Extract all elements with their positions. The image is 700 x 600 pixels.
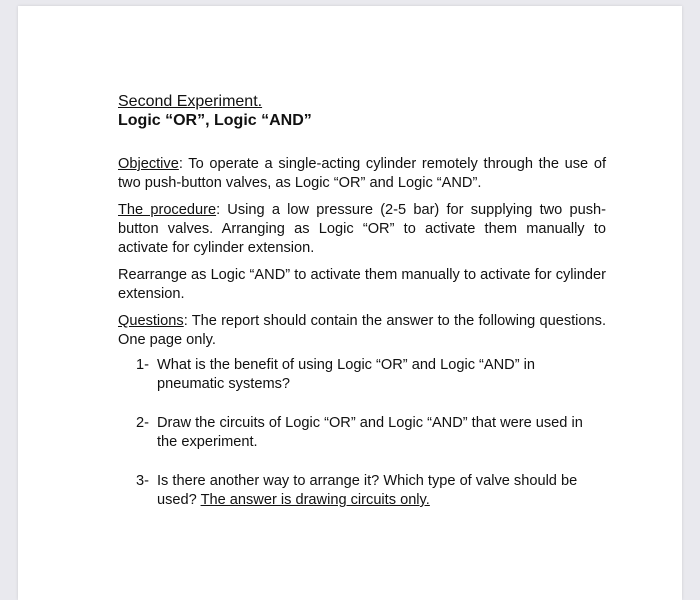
procedure-text: : Using a low pressure (2-5 bar) for supplying two push-button valves. Arranging as Logic “OR” to activate them manually to activate for cylinder extension. [118, 202, 606, 256]
question-item [118, 472, 606, 510]
question-underlined-note: The answer is drawing circuits only. [200, 492, 430, 508]
questions-paragraph [118, 312, 606, 350]
procedure-label: The procedure [118, 202, 217, 218]
document-content [118, 92, 606, 510]
questions-list [118, 356, 606, 510]
document-page [18, 6, 682, 600]
question-item [118, 356, 606, 394]
question-number: 1- [136, 357, 149, 373]
question-item [118, 414, 606, 452]
questions-label: Questions [118, 313, 184, 329]
experiment-subtitle: Logic “OR”, Logic “AND” [118, 112, 312, 129]
rearrange-paragraph: Rearrange as Logic “AND” to activate them manually to activate for cylinder extension. [118, 267, 606, 302]
question-number: 2- [136, 415, 149, 431]
objective-label: Objective [118, 156, 179, 172]
objective-paragraph [118, 155, 606, 193]
question-text: What is the benefit of using Logic “OR” and Logic “AND” in pneumatic systems? [157, 357, 535, 392]
objective-text: : To operate a single-acting cylinder remotely through the use of two push-button valves, as Logic “OR” and Logic “AND”. [118, 156, 606, 191]
experiment-title [118, 92, 606, 111]
question-text: Is there another way to arrange it? Which type of valve should be used? [157, 473, 578, 508]
questions-text: : The report should contain the answer to the following questions. One page only. [118, 313, 606, 348]
question-number: 3- [136, 473, 149, 489]
question-text: Draw the circuits of Logic “OR” and Logic “AND” that were used in the experiment. [157, 415, 583, 450]
procedure-paragraph [118, 201, 606, 258]
experiment-title-text: Second Experiment. [118, 93, 263, 110]
